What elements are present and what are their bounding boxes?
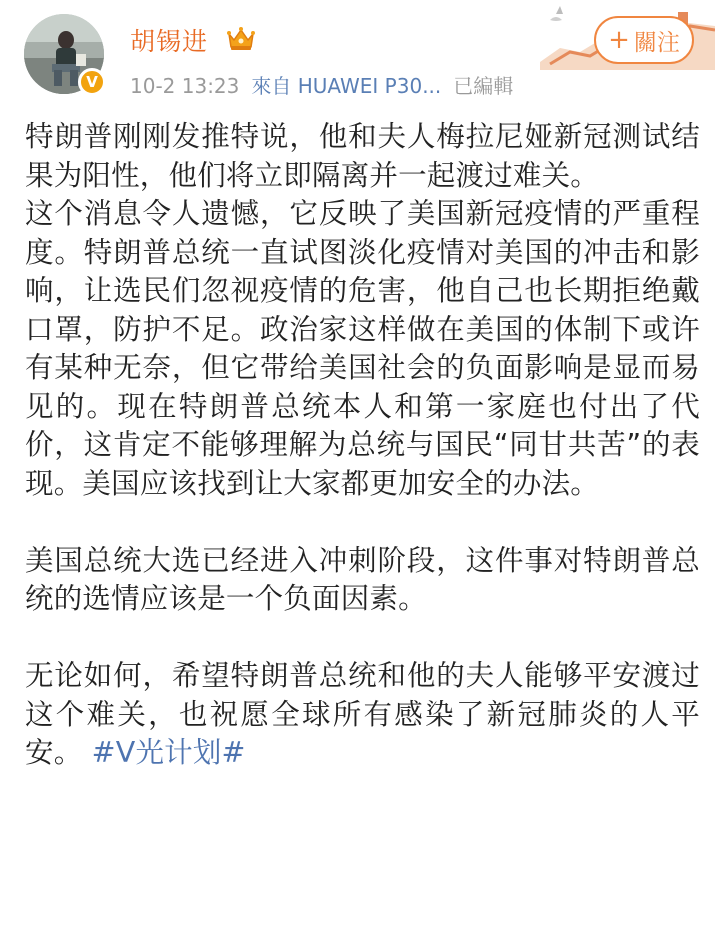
post-paragraph-1: 特朗普刚刚发推特说，他和夫人梅拉尼娅新冠测试结果为阳性，他们将立即隔离并一起渡过难关。 (25, 120, 700, 192)
verified-icon: V (78, 68, 106, 96)
post-paragraph-2: 这个消息令人遗憾，它反映了美国新冠疫情的严重程度。特朗普总统一直试图淡化疫情对美国的冲击和影响，让选民们忽视疫情的危害，他自己也长期拒绝戴口罩，防护不足。政治家这样做在美国的体制下或许有某种无奈，但它带给美国社会的负面影响是显而易见的。现在特朗普总统本人和第一家庭也付出了代价，这肯定不能够理解为总统与国民“同甘共苦”的表现。美国应该找到让大家都更加安全的办法。 (25, 197, 700, 500)
post-source[interactable]: 來自 HUAWEI P30... (251, 74, 442, 98)
edited-label[interactable]: 已編輯 (453, 74, 514, 98)
paragraph-gap (25, 619, 700, 658)
crown-icon (226, 26, 256, 52)
post-header (0, 0, 715, 110)
follow-label: 關注 (633, 29, 680, 56)
plus-icon: + (608, 25, 630, 55)
follow-button[interactable] (594, 16, 694, 64)
paragraph-gap (25, 503, 700, 542)
user-name[interactable]: 胡锡进 (130, 27, 209, 56)
post-meta (130, 70, 525, 99)
post-timestamp: 10-2 13:23 (130, 74, 240, 98)
post-paragraph-4-text: 无论如何，希望特朗普总统和他的夫人能够平安渡过这个难关，也祝愿全球所有感染了新冠肺炎的人平安。 (25, 659, 700, 769)
hashtag-link[interactable]: #V光计划# (91, 736, 246, 769)
post-paragraph-4 (25, 657, 700, 773)
post-paragraph-3: 美国总统大选已经进入冲刺阶段，这件事对特朗普总统的选情应该是一个负面因素。 (25, 543, 700, 615)
post-text (25, 118, 700, 773)
